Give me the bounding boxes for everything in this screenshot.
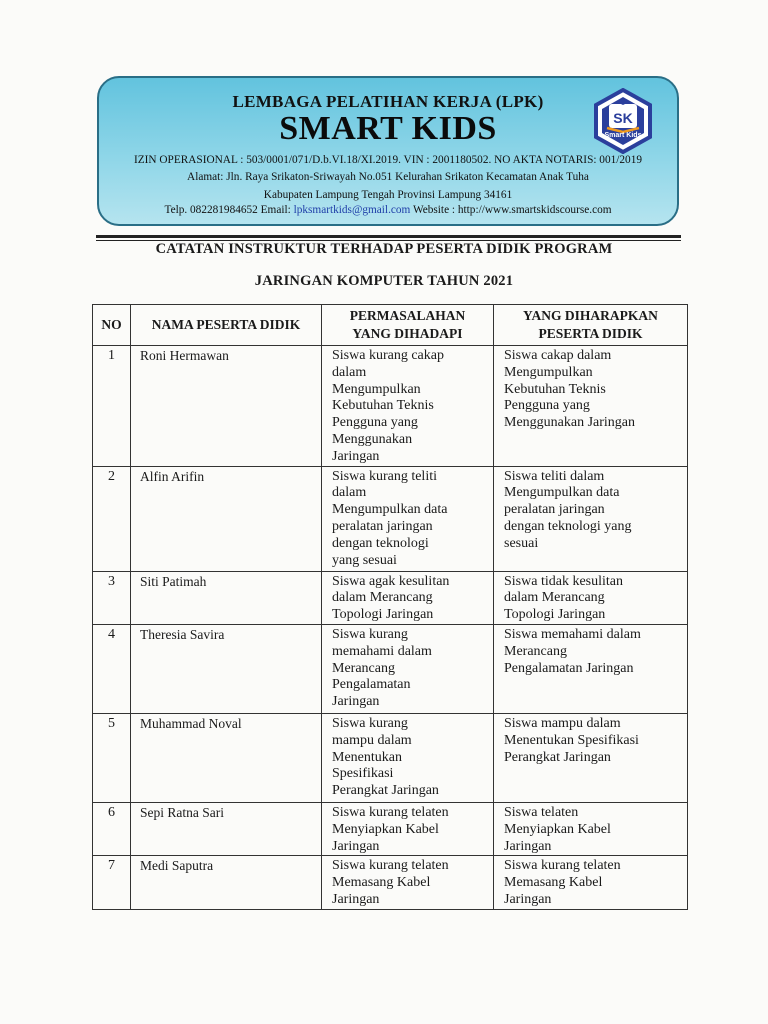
header-harapan-line1: YANG DIHARAPKAN xyxy=(523,308,658,323)
student-name: Sepi Ratna Sari xyxy=(131,802,322,855)
expectation-line: Mengumpulkan xyxy=(504,364,593,380)
header-harapan xyxy=(494,305,688,346)
problem-cell xyxy=(322,624,494,713)
problem-line: mampu dalam xyxy=(332,732,412,748)
phone-text: Telp. 082281984652 Email: xyxy=(164,204,294,216)
problem-line: dalam xyxy=(332,364,367,380)
expectation-line: Perangkat Jaringan xyxy=(504,749,611,765)
expectation-cell xyxy=(494,802,688,855)
expectation-cell xyxy=(494,713,688,802)
expectation-line: Siswa tidak kesulitan xyxy=(504,573,623,589)
header-nama: NAMA PESERTA DIDIK xyxy=(131,305,322,346)
table-row xyxy=(93,713,688,802)
problem-line: Memasang Kabel xyxy=(332,875,431,891)
problem-line: memahami dalam xyxy=(332,643,432,659)
problem-line: Kebutuhan Teknis xyxy=(332,398,434,414)
student-name: Roni Hermawan xyxy=(131,346,322,467)
table-row xyxy=(93,802,688,855)
table-body xyxy=(93,346,688,910)
problem-line: Jaringan xyxy=(332,838,380,854)
email-link[interactable]: lpksmartkids@gmail.com xyxy=(293,204,411,216)
document-subtitle: JARINGAN KOMPUTER TAHUN 2021 xyxy=(254,273,514,289)
student-name: Theresia Savira xyxy=(131,624,322,713)
regency-line: Kabupaten Lampung Tengah Provinsi Lampung 34161 xyxy=(263,189,513,201)
expectation-cell xyxy=(494,571,688,624)
table-row xyxy=(93,856,688,909)
table-row xyxy=(93,624,688,713)
logo-letters: SK xyxy=(613,110,633,126)
smart-kids-logo xyxy=(593,88,653,154)
expectation-line: Siswa mampu dalam xyxy=(504,715,621,731)
table-row xyxy=(93,346,688,467)
expectation-line: Menyiapkan Kabel xyxy=(504,821,611,837)
problem-line: Pengalamatan xyxy=(332,677,411,693)
row-number: 5 xyxy=(93,713,131,802)
problem-line: Perangkat Jaringan xyxy=(332,783,439,799)
problem-line: Siswa kurang xyxy=(332,626,408,642)
expectation-line: Topologi Jaringan xyxy=(504,607,606,623)
table-row xyxy=(93,466,688,571)
expectation-line: dalam Merancang xyxy=(504,590,605,606)
contact-line xyxy=(99,204,677,216)
expectation-cell xyxy=(494,346,688,467)
problem-line: Siswa agak kesulitan xyxy=(332,573,450,589)
problem-line: Jaringan xyxy=(332,891,380,907)
row-number: 3 xyxy=(93,571,131,624)
document-title: CATATAN INSTRUKTUR TERHADAP PESERTA DIDIK PROGRAM xyxy=(155,241,613,257)
problem-line: Menyiapkan Kabel xyxy=(332,821,439,837)
problem-cell xyxy=(322,466,494,571)
expectation-cell xyxy=(494,624,688,713)
header-permasalahan xyxy=(322,305,494,346)
expectation-cell xyxy=(494,466,688,571)
header-rule-thick xyxy=(96,235,681,238)
izin-line: IZIN OPERASIONAL : 503/0001/071/D.b.VI.18/XI.2019. VIN : 2001180502. NO AKTA NOTARIS: 001/2019 xyxy=(133,154,642,166)
expectation-line: Siswa telaten xyxy=(504,804,579,820)
header-no: NO xyxy=(93,305,131,346)
row-number: 1 xyxy=(93,346,131,467)
expectation-line: Siswa kurang telaten xyxy=(504,858,621,874)
expectation-line: Siswa memahami dalam xyxy=(504,626,641,642)
row-number: 6 xyxy=(93,802,131,855)
expectation-line: Memasang Kabel xyxy=(504,875,603,891)
logo-caption: Smart Kids xyxy=(604,132,642,139)
problem-line: Siswa kurang telaten xyxy=(332,804,449,820)
expectation-line: Mengumpulkan data xyxy=(504,485,620,501)
expectation-line: Merancang xyxy=(504,643,567,659)
row-number: 4 xyxy=(93,624,131,713)
expectation-line: Jaringan xyxy=(504,838,552,854)
problem-line: dalam xyxy=(332,485,367,501)
header-permasalahan-line1: PERMASALAHAN xyxy=(349,308,466,323)
expectation-line: Jaringan xyxy=(504,891,552,907)
student-name: Alfin Arifin xyxy=(131,466,322,571)
problem-line: Mengumpulkan data xyxy=(332,502,448,518)
org-name-heading: SMART KIDS xyxy=(279,110,497,147)
problem-cell xyxy=(322,856,494,909)
header-harapan-line2: PESERTA DIDIK xyxy=(538,326,643,341)
problem-line: dengan teknologi xyxy=(332,535,429,551)
problem-line: Siswa kurang xyxy=(332,715,408,731)
problem-line: peralatan jaringan xyxy=(332,518,433,534)
student-name: Medi Saputra xyxy=(131,856,322,909)
problem-line: Mengumpulkan xyxy=(332,381,421,397)
problem-line: Siswa kurang teliti xyxy=(332,468,437,484)
table-header-row xyxy=(93,305,688,346)
student-notes-table xyxy=(92,304,688,910)
problem-cell xyxy=(322,346,494,467)
expectation-line: peralatan jaringan xyxy=(504,502,605,518)
expectation-line: sesuai xyxy=(504,535,539,551)
expectation-line: Kebutuhan Teknis xyxy=(504,381,606,397)
problem-line: Jaringan xyxy=(332,694,380,710)
problem-line: Jaringan xyxy=(332,448,380,464)
problem-cell xyxy=(322,571,494,624)
problem-line: dalam Merancang xyxy=(332,590,433,606)
problem-line: Topologi Jaringan xyxy=(332,607,434,623)
expectation-line: Siswa teliti dalam xyxy=(504,468,605,484)
expectation-line: Pengalamatan Jaringan xyxy=(504,660,634,676)
website-text: Website : http://www.smartskidscourse.com xyxy=(410,204,612,216)
expectation-cell xyxy=(494,856,688,909)
expectation-line: dengan teknologi yang xyxy=(504,518,632,534)
letterhead xyxy=(97,76,679,226)
student-name: Muhammad Noval xyxy=(131,713,322,802)
problem-cell xyxy=(322,713,494,802)
row-number: 2 xyxy=(93,466,131,571)
hexagon-logo-icon xyxy=(593,88,653,154)
org-type-heading: LEMBAGA PELATIHAN KERJA (LPK) xyxy=(232,92,544,111)
row-number: 7 xyxy=(93,856,131,909)
problem-line: Siswa kurang telaten xyxy=(332,858,449,874)
problem-line: Spesifikasi xyxy=(332,766,394,782)
address-line: Alamat: Jln. Raya Srikaton-Sriwayah No.051 Kelurahan Srikaton Kecamatan Anak Tuha xyxy=(187,171,589,183)
student-name: Siti Patimah xyxy=(131,571,322,624)
expectation-line: Siswa cakap dalam xyxy=(504,348,612,363)
table-row xyxy=(93,571,688,624)
problem-line: Menggunakan xyxy=(332,431,413,447)
problem-line: Merancang xyxy=(332,660,395,676)
expectation-line: Menggunakan Jaringan xyxy=(504,415,636,431)
expectation-line: Menentukan Spesifikasi xyxy=(504,732,639,748)
problem-line: Menentukan xyxy=(332,749,402,765)
problem-line: Siswa kurang cakap xyxy=(332,348,444,363)
header-permasalahan-line2: YANG DIHADAPI xyxy=(352,326,463,341)
problem-cell xyxy=(322,802,494,855)
problem-line: yang sesuai xyxy=(332,552,397,568)
problem-line: Pengguna yang xyxy=(332,415,418,431)
expectation-line: Pengguna yang xyxy=(504,398,590,414)
